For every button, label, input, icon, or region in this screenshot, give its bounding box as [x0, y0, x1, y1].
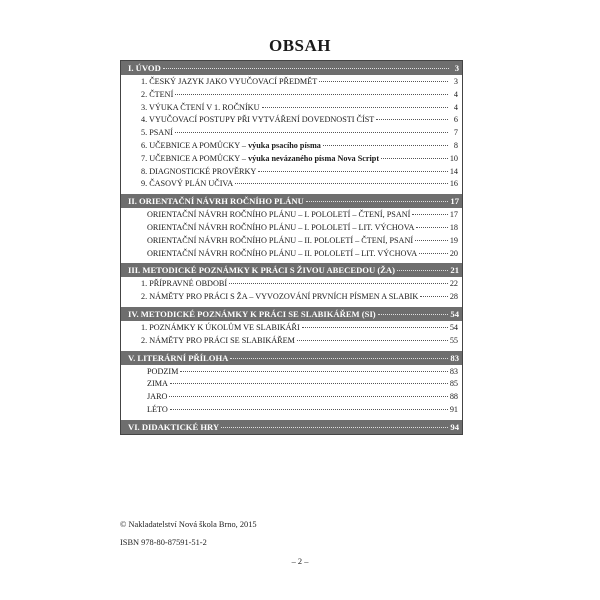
section-heading[interactable] [121, 61, 462, 75]
toc-entry[interactable] [121, 335, 462, 348]
section-heading-label: III. METODICKÉ POZNÁMKY K PRÁCI S ŽIVOU ABECEDOU (ŽA) [128, 265, 395, 276]
toc-entry-label [147, 378, 168, 391]
toc-entry[interactable] [121, 278, 462, 291]
dot-leader [419, 253, 448, 254]
copyright-text: © Nakladatelství Nová škola Brno, 2015 [120, 520, 257, 529]
toc-entry-text: JARO [147, 392, 168, 402]
dot-leader [297, 340, 448, 341]
toc-entry-page-number: 16 [449, 179, 458, 189]
toc-entry-label [141, 278, 227, 291]
toc-entry-label [141, 89, 173, 102]
toc-entry-label [147, 209, 410, 222]
toc-entry-label [141, 335, 295, 348]
toc-entry-page-number: 7 [453, 128, 458, 138]
toc-entry-page-number: 14 [449, 166, 458, 176]
toc-entry-label [141, 114, 374, 127]
section-heading[interactable] [121, 194, 462, 208]
section-heading[interactable] [121, 307, 462, 321]
toc-entry-page-number: 54 [449, 322, 458, 332]
section-heading[interactable] [121, 351, 462, 365]
section-page-number: 54 [450, 308, 459, 319]
toc-entry-page-number: 4 [453, 89, 458, 99]
toc-entry-page-number: 4 [453, 102, 458, 112]
toc-entry-text: 1. POZNÁMKY K ÚKOLŮM VE SLABIKÁŘI [141, 322, 300, 332]
toc-entry[interactable] [121, 76, 462, 89]
section-page-number: 94 [450, 421, 459, 432]
toc-entry-text: 2. NÁMĚTY PRO PRÁCI S ŽA – VYVOZOVÁNÍ PRVNÍCH PÍSMEN A SLABIK [141, 292, 419, 302]
dot-leader [412, 214, 447, 215]
toc-entry-emphasis: výuka psacího písma [248, 140, 321, 150]
toc-entry-text: 6. UČEBNICE A POMŮCKY – [141, 140, 249, 150]
section-items [121, 75, 462, 194]
dot-leader [175, 132, 448, 133]
dot-leader [163, 68, 449, 69]
toc-entry-text: ZIMA [147, 379, 168, 389]
toc-entry[interactable] [121, 391, 462, 404]
toc-entry[interactable] [121, 102, 462, 115]
toc-entry-text: 2. ČTENÍ [141, 89, 174, 99]
toc-entry-text: 4. VYUČOVACÍ POSTUPY PŘI VYTVÁŘENÍ DOVEDNOSTI ČÍST [141, 115, 375, 125]
toc-entry[interactable] [121, 322, 462, 335]
section-heading[interactable] [121, 420, 462, 434]
toc-entry-page-number: 85 [449, 379, 458, 389]
section-page-number: 17 [450, 196, 459, 207]
section-items [121, 277, 462, 307]
toc-entry-label [147, 366, 178, 379]
toc-entry[interactable] [121, 291, 462, 304]
toc-entry-page-number: 17 [449, 210, 458, 220]
toc-entry-page-number: 88 [449, 392, 458, 402]
toc-entry[interactable] [121, 178, 462, 191]
toc-entry-label [141, 102, 260, 115]
dot-leader [420, 296, 448, 297]
section-heading-label: I. ÚVOD [128, 63, 161, 73]
toc-entry-text: 1. ČESKÝ JAZYK JAKO VYUČOVACÍ PŘEDMĚT [141, 77, 318, 86]
toc-entry-text: 8. DIAGNOSTICKÉ PROVĚRKY [141, 166, 257, 176]
toc-entry[interactable] [121, 404, 462, 417]
dot-leader [376, 119, 448, 120]
toc-entry[interactable] [121, 366, 462, 379]
toc-entry[interactable] [121, 248, 462, 261]
toc-entry-label [141, 166, 256, 179]
page-title: OBSAH [268, 36, 332, 55]
section-heading[interactable] [121, 263, 462, 277]
dot-leader [306, 201, 449, 202]
section-items [121, 365, 462, 420]
toc-entry-text: ORIENTAČNÍ NÁVRH ROČNÍHO PLÁNU – II. POLOLETÍ – LIT. VÝCHOVA [147, 248, 418, 258]
toc-entry-text: ORIENTAČNÍ NÁVRH ROČNÍHO PLÁNU – I. POLOLETÍ – LIT. VÝCHOVA [147, 222, 415, 232]
dot-leader [258, 171, 448, 172]
table-of-contents [120, 60, 463, 435]
dot-leader [319, 81, 448, 82]
toc-entry-page-number: 18 [449, 222, 458, 232]
isbn-text: ISBN 978-80-87591-51-2 [120, 538, 207, 547]
toc-entry-label [141, 153, 379, 166]
toc-entry-page-number: 83 [449, 366, 458, 376]
dot-leader [415, 240, 448, 241]
dot-leader [169, 396, 447, 397]
dot-leader [221, 427, 448, 428]
dot-leader [397, 270, 448, 271]
toc-entry-page-number: 91 [449, 404, 458, 414]
toc-entry[interactable] [121, 378, 462, 391]
page-number: – 2 – [291, 557, 309, 566]
section-page-number: 21 [450, 265, 459, 276]
toc-entry-text: 9. ČASOVÝ PLÁN UČIVA [141, 179, 234, 189]
toc-entry-page-number: 20 [449, 248, 458, 258]
section-items [121, 321, 462, 351]
section-heading-label: V. LITERÁRNÍ PŘÍLOHA [128, 352, 229, 363]
toc-entry[interactable] [121, 166, 462, 179]
toc-entry[interactable] [121, 89, 462, 102]
dot-leader [175, 94, 448, 95]
toc-entry-label [147, 248, 417, 261]
toc-entry-label [147, 222, 414, 235]
toc-entry-text: 5. PSANÍ [141, 128, 173, 138]
toc-entry[interactable] [121, 140, 462, 153]
dot-leader [381, 158, 448, 159]
toc-entry-text: LÉTO [147, 404, 168, 414]
toc-entry-page-number: 22 [449, 279, 458, 289]
toc-entry-text: 1. PŘÍPRAVNÉ OBDOBÍ [141, 279, 228, 289]
dot-leader [170, 409, 448, 410]
toc-entry-label [141, 178, 233, 191]
toc-entry-page-number: 19 [449, 235, 458, 245]
dot-leader [262, 107, 449, 108]
toc-entry-page-number: 10 [449, 153, 458, 163]
toc-entry-text: ORIENTAČNÍ NÁVRH ROČNÍHO PLÁNU – I. POLOLETÍ – ČTENÍ, PSANÍ [147, 210, 411, 220]
dot-leader [323, 145, 448, 146]
dot-leader [180, 371, 447, 372]
dot-leader [235, 183, 448, 184]
toc-entry-label [147, 235, 413, 248]
toc-entry[interactable] [121, 209, 462, 222]
toc-entry-text: PODZIM [147, 366, 179, 376]
section-heading-label: II. ORIENTAČNÍ NÁVRH ROČNÍHO PLÁNU [128, 196, 304, 207]
dot-leader [229, 283, 448, 284]
section-heading-label: VI. DIDAKTICKÉ HRY [128, 421, 220, 432]
dot-leader [416, 227, 447, 228]
toc-entry-label [141, 291, 418, 304]
toc-entry[interactable] [121, 127, 462, 140]
dot-leader [170, 383, 448, 384]
toc-entry-label [141, 322, 300, 335]
dot-leader [230, 358, 448, 359]
section-page-number: 3 [454, 63, 459, 73]
toc-entry-text: 3. VÝUKA ČTENÍ V 1. ROČNÍKU [141, 102, 260, 112]
toc-entry-label [147, 391, 167, 404]
toc-entry-text: ORIENTAČNÍ NÁVRH ROČNÍHO PLÁNU – II. POLOLETÍ – ČTENÍ, PSANÍ [147, 235, 414, 245]
toc-entry-label [141, 127, 173, 140]
section-heading-label: IV. METODICKÉ POZNÁMKY K PRÁCI SE SLABIKÁŘEM (SI) [128, 308, 376, 319]
toc-entry-text: 7. UČEBNICE A POMŮCKY – [141, 153, 249, 163]
toc-entry[interactable] [121, 153, 462, 166]
toc-entry-label [141, 140, 321, 153]
toc-entry-page-number: 6 [453, 115, 458, 125]
toc-entry[interactable] [121, 222, 462, 235]
toc-entry-emphasis: výuka nevázaného písma Nova Script [248, 153, 380, 163]
dot-leader [302, 327, 448, 328]
toc-entry-page-number: 28 [449, 292, 458, 302]
section-items [121, 208, 462, 263]
toc-entry-text: 2. NÁMĚTY PRO PRÁCI SE SLABIKÁŘEM [141, 335, 295, 345]
toc-entry-page-number: 3 [453, 77, 458, 86]
toc-entry-label [141, 76, 317, 89]
toc-entry-page-number: 55 [449, 335, 458, 345]
toc-entry-page-number: 8 [453, 140, 458, 150]
toc-entry[interactable] [121, 235, 462, 248]
section-page-number: 83 [450, 352, 459, 363]
toc-entry-label [147, 404, 168, 417]
toc-entry[interactable] [121, 114, 462, 127]
dot-leader [378, 314, 449, 315]
